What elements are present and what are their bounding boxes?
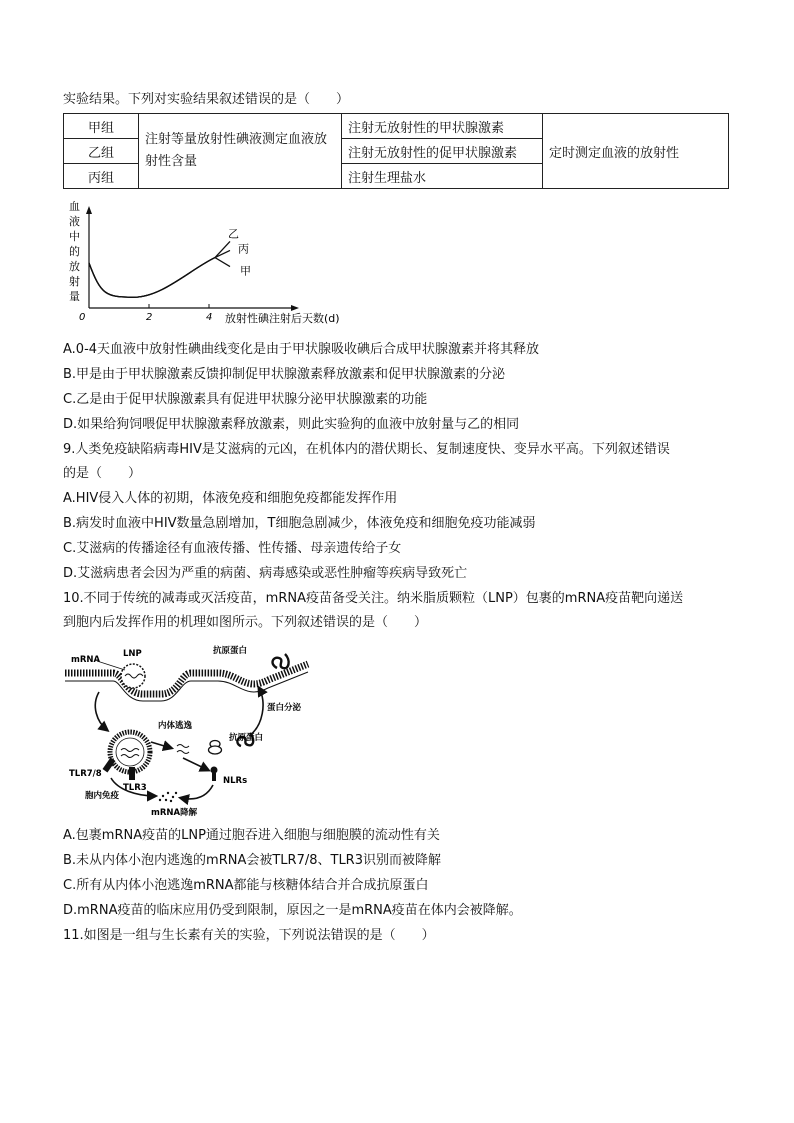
q10-option-d: D.mRNA疫苗的临床应用仍受到限制，原因之一是mRNA疫苗在体内会被降解。 [63, 903, 522, 918]
series-label: 甲 [240, 264, 251, 278]
label-innate-immunity: 胞内免疫 [85, 791, 120, 801]
y-axis-arrow-icon [86, 206, 92, 214]
group-cell: 丙组 [64, 164, 139, 189]
x-tick-label: 4 [206, 312, 213, 323]
label-lnp: LNP [123, 649, 142, 659]
q9-stem-line1: 9.人类免疫缺陷病毒HIV是艾滋病的元凶，在机体内的潜伏期长、复制速度快、变异水平高。下列叙述错误 [63, 442, 670, 457]
tlr3-receptor-icon [129, 767, 135, 780]
measure-cell: 定时测定血液的放射性 [543, 114, 729, 189]
shared-step-cell: 注射等量放射性碘液测定血液放射性含量 [139, 114, 342, 189]
y-axis-label-char: 放 [69, 260, 80, 273]
label-nlrs: NLRs [223, 776, 248, 786]
y-axis-label-char: 液 [69, 215, 80, 228]
label-antigen: 抗原蛋白 [229, 733, 264, 743]
q10-option-c: C.所有从内体小泡逃逸mRNA都能与核糖体结合并合成抗原蛋白 [63, 878, 429, 893]
escape-arrow-icon [151, 742, 171, 748]
escaped-mrna-icon [177, 751, 189, 754]
ribosome-icon [209, 746, 222, 754]
group-cell: 乙组 [64, 139, 139, 164]
nlrs-receptor-icon [211, 767, 218, 774]
q8-option-a: A.0-4天血液中放射性碘曲线变化是由于甲状腺吸收碘后合成甲状腺激素并将其释放 [63, 342, 540, 357]
q10-option-a: A.包裹mRNA疫苗的LNP通过胞吞进入细胞与细胞膜的流动性有关 [63, 828, 440, 843]
label-antigen-top: 抗原蛋白 [213, 646, 248, 656]
label-endosome-escape: 内体逃逸 [158, 721, 193, 731]
q9-option-b: B.病发时血液中HIV数量急剧增加，T细胞急剧减少，体液免疫和细胞免疫功能减弱 [63, 516, 536, 531]
group-cell: 甲组 [64, 114, 139, 139]
question-8-stem: 实验结果。下列对实验结果叙述错误的是（ ） [63, 92, 350, 107]
degraded-mrna-icon [159, 792, 177, 802]
x-axis-label: 放射性碘注射后天数(d) [225, 312, 340, 325]
injection-cell: 注射无放射性的甲状腺激素 [342, 114, 543, 139]
series-label: 乙 [228, 227, 239, 241]
q9-option-d: D.艾滋病患者会因为严重的病菌、病毒感染或恶性肿瘤等疾病导致死亡 [63, 566, 468, 581]
escaped-mrna-icon [177, 745, 189, 748]
label-secretion: 蛋白分泌 [267, 703, 302, 713]
antigen-protein-top-icon [273, 654, 289, 668]
q9-option-c: C.艾滋病的传播途径有血液传播、性传播、母亲遗传给子女 [63, 541, 402, 556]
y-axis-label-char: 血 [69, 200, 80, 213]
q10-option-b: B.未从内体小泡内逃逸的mRNA会被TLR7/8、TLR3识别而被降解 [63, 853, 441, 868]
series-label: 丙 [238, 242, 249, 256]
q9-stem-line2: 的是（ ） [63, 466, 142, 481]
y-axis-label [69, 200, 80, 303]
y-axis-label-char: 射 [69, 275, 80, 288]
label-mrna: mRNA [71, 655, 101, 665]
lnp-particle [121, 664, 145, 688]
q8-option-d: D.如果给狗饲喂促甲状腺激素释放激素，则此实验狗的血液中放射量与乙的相同 [63, 417, 520, 432]
y-axis-label-char: 的 [69, 245, 80, 258]
nlrs-arrow-icon [183, 758, 208, 770]
q11-stem: 11.如图是一组与生长素有关的实验，下列说法错误的是（ ） [63, 928, 435, 943]
mrna-vaccine-diagram [63, 640, 313, 820]
x-tick-label: 0 [79, 312, 86, 323]
q8-option-b: B.甲是由于甲状腺激素反馈抑制促甲状腺激素释放激素和促甲状腺激素的分泌 [63, 367, 506, 382]
experiment-table [63, 113, 729, 189]
label-mrna-degradation: mRNA降解 [151, 808, 198, 818]
q8-option-c: C.乙是由于促甲状腺激素具有促进甲状腺分泌甲状腺激素的功能 [63, 392, 428, 407]
secretion-arrow-icon [249, 688, 263, 736]
q10-stem-line1: 10.不同于传统的减毒或灭活疫苗，mRNA疫苗备受关注。纳米脂质颗粒（LNP）包裹的mRNA疫苗靶向递送 [63, 591, 684, 606]
nlrs-degradation-arrow-icon [181, 785, 213, 799]
nlrs-receptor-stem [212, 773, 216, 781]
label-tlr78: TLR7/8 [69, 769, 102, 779]
radioactivity-chart [63, 198, 363, 328]
injection-cell: 注射无放射性的促甲状腺激素 [342, 139, 543, 164]
y-axis-label-char: 中 [69, 230, 80, 243]
table-row [64, 114, 729, 139]
endocytosis-arrow-icon [95, 692, 107, 730]
x-axis-arrow-icon [291, 305, 299, 311]
series-line-0 [89, 241, 230, 297]
label-tlr3: TLR3 [123, 783, 147, 793]
cell-membrane [65, 664, 308, 694]
y-axis-label-char: 量 [69, 290, 80, 303]
q9-option-a: A.HIV侵入人体的初期，体液免疫和细胞免疫都能发挥作用 [63, 491, 398, 506]
x-tick-label: 2 [146, 312, 153, 323]
series-line-2 [89, 258, 230, 298]
injection-cell: 注射生理盐水 [342, 164, 543, 189]
q10-stem-line2: 到胞内后发挥作用的机理如图所示。下列叙述错误的是（ ） [63, 615, 428, 630]
mrna-leader-line [97, 661, 125, 670]
